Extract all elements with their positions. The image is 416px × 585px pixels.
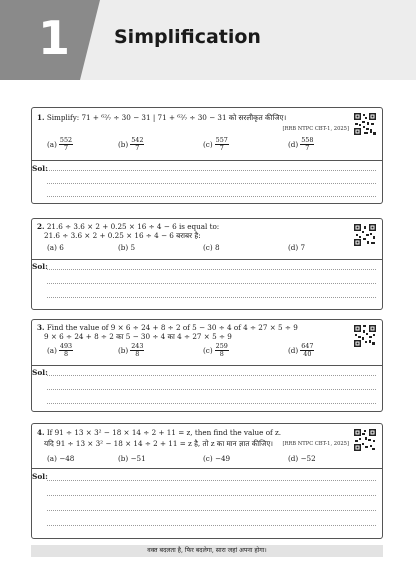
question-line-english: Simplify: 71 + ⁶²⁄₇ ÷ 30 − 31 | 71 + ⁶²⁄₇ ÷ 30 − 31 को सरलीकृत कीजिए। — [46, 113, 287, 122]
divider — [32, 468, 382, 469]
qr-code-icon[interactable] — [353, 112, 377, 136]
solution-label: Sol: — [32, 368, 48, 377]
answer-line[interactable] — [47, 183, 376, 184]
exam-source: [RRB NTPC CBT-1, 2025] — [282, 126, 349, 132]
option-value — [300, 137, 314, 152]
denominator: 7 — [63, 144, 69, 152]
answer-line[interactable] — [47, 283, 376, 284]
option-value: −51 — [130, 454, 146, 463]
chapter-title: Simplification — [114, 26, 261, 48]
question-number: 4. — [37, 428, 45, 437]
option-label: (a) — [47, 243, 57, 252]
option-label: (a) — [47, 346, 57, 355]
answer-line[interactable] — [47, 495, 376, 496]
chapter-header — [0, 0, 416, 80]
option-value: 6 — [59, 243, 64, 252]
option-label: (d) — [288, 454, 299, 463]
question-line-hindi: 21.6 ÷ 3.6 × 2 + 0.25 × 16 ÷ 4 − 6 बराबर है: — [44, 231, 201, 240]
option-c[interactable] — [203, 137, 229, 152]
question-box-1 — [31, 107, 383, 204]
option-value: −52 — [300, 454, 316, 463]
option-value — [59, 137, 73, 152]
denominator: 7 — [219, 144, 224, 152]
solution-label: Sol: — [32, 472, 48, 481]
option-value: 7 — [300, 243, 306, 252]
option-value: −48 — [59, 454, 75, 463]
option-label: (c) — [203, 243, 213, 252]
option-b[interactable] — [118, 137, 144, 152]
answer-line[interactable] — [47, 170, 376, 171]
option-label: (b) — [118, 454, 129, 463]
numerator: 493 — [59, 342, 73, 350]
numerator: 259 — [215, 342, 228, 350]
option-value — [300, 343, 314, 358]
option-a[interactable] — [47, 137, 73, 152]
option-b[interactable] — [118, 454, 146, 463]
option-value — [215, 343, 229, 358]
question-text — [37, 428, 281, 438]
option-a[interactable] — [47, 454, 74, 463]
numerator: 243 — [131, 342, 144, 350]
option-value — [215, 137, 229, 152]
question-box-3 — [31, 319, 383, 412]
option-value: 5 — [130, 243, 136, 252]
question-number: 1. — [37, 113, 45, 122]
divider — [32, 259, 382, 260]
option-value — [130, 343, 144, 358]
numerator: 552 — [59, 136, 73, 144]
divider — [32, 160, 382, 161]
denominator: 8 — [63, 350, 69, 358]
option-a[interactable] — [47, 243, 64, 252]
option-value — [59, 343, 73, 358]
question-box-2 — [31, 218, 383, 310]
qr-code-icon[interactable] — [353, 223, 377, 247]
option-c[interactable] — [203, 454, 230, 463]
solution-label: Sol: — [32, 164, 48, 173]
option-value: 8 — [214, 243, 220, 252]
answer-line[interactable] — [47, 389, 376, 390]
option-label: (b) — [118, 140, 129, 149]
option-label: (c) — [203, 140, 213, 149]
question-number: 3. — [37, 323, 45, 332]
divider — [32, 365, 382, 366]
question-line-hindi: यदि 91 ÷ 13 × 3² − 18 × 14 ÷ 2 + 11 = z है, तो z का मान ज्ञात कीजिए। — [44, 439, 274, 448]
option-label: (b) — [118, 346, 129, 355]
answer-line[interactable] — [47, 525, 376, 526]
option-value — [130, 137, 144, 152]
option-label: (d) — [288, 140, 299, 149]
question-line-english: 21.6 ÷ 3.6 × 2 + 0.25 × 16 ÷ 4 − 6 is equal to: — [46, 222, 220, 231]
question-line-hindi: 9 × 6 ÷ 24 + 8 ÷ 2 का 5 − 30 ÷ 4 का 4 ÷ 27 × 5 ÷ 9 — [44, 332, 232, 341]
answer-line[interactable] — [47, 196, 376, 197]
option-label: (b) — [118, 243, 129, 252]
option-a[interactable] — [47, 343, 73, 358]
option-d[interactable] — [288, 243, 305, 252]
option-c[interactable] — [203, 243, 220, 252]
answer-line[interactable] — [47, 269, 376, 270]
answer-line[interactable] — [47, 480, 376, 481]
option-d[interactable] — [288, 137, 314, 152]
answer-line[interactable] — [47, 297, 376, 298]
answer-line[interactable] — [47, 403, 376, 404]
option-label: (d) — [288, 346, 299, 355]
option-b[interactable] — [118, 243, 135, 252]
solution-label: Sol: — [32, 262, 48, 271]
question-number: 2. — [37, 222, 45, 231]
option-value: −49 — [214, 454, 231, 463]
option-label: (a) — [47, 140, 57, 149]
exam-source: [RRB NTPC CBT-1, 2025] — [282, 441, 349, 447]
denominator: 40 — [303, 350, 312, 358]
option-label: (c) — [203, 454, 213, 463]
option-label: (c) — [203, 346, 213, 355]
numerator: 542 — [131, 136, 144, 144]
denominator: 8 — [135, 350, 140, 358]
chapter-number: 1 — [38, 11, 71, 65]
option-label: (d) — [288, 243, 299, 252]
option-d[interactable] — [288, 454, 316, 463]
denominator: 7 — [135, 144, 140, 152]
question-line-english: If 91 ÷ 13 × 3² − 18 × 14 ÷ 2 + 11 = z, then find the value of z. — [46, 428, 282, 437]
question-text — [37, 113, 286, 123]
answer-line[interactable] — [47, 510, 376, 511]
question-box-4 — [31, 423, 383, 539]
option-d[interactable] — [288, 343, 314, 358]
denominator: 8 — [219, 350, 224, 358]
footer-quote: वक्त बदलता है, फिर बदलेगा, सारा जहां अपना होगा। — [31, 545, 383, 557]
qr-code-icon[interactable] — [353, 324, 377, 348]
question-line-english: Find the value of 9 × 6 ÷ 24 + 8 ÷ 2 of 5 − 30 ÷ 4 of 4 ÷ 27 × 5 ÷ 9 — [46, 323, 298, 332]
numerator: 647 — [301, 342, 314, 350]
numerator: 557 — [215, 136, 228, 144]
option-c[interactable] — [203, 343, 229, 358]
option-b[interactable] — [118, 343, 144, 358]
numerator: 558 — [301, 136, 314, 144]
denominator: 7 — [305, 144, 310, 152]
option-label: (a) — [47, 454, 57, 463]
answer-line[interactable] — [47, 375, 376, 376]
qr-code-icon[interactable] — [353, 428, 377, 452]
